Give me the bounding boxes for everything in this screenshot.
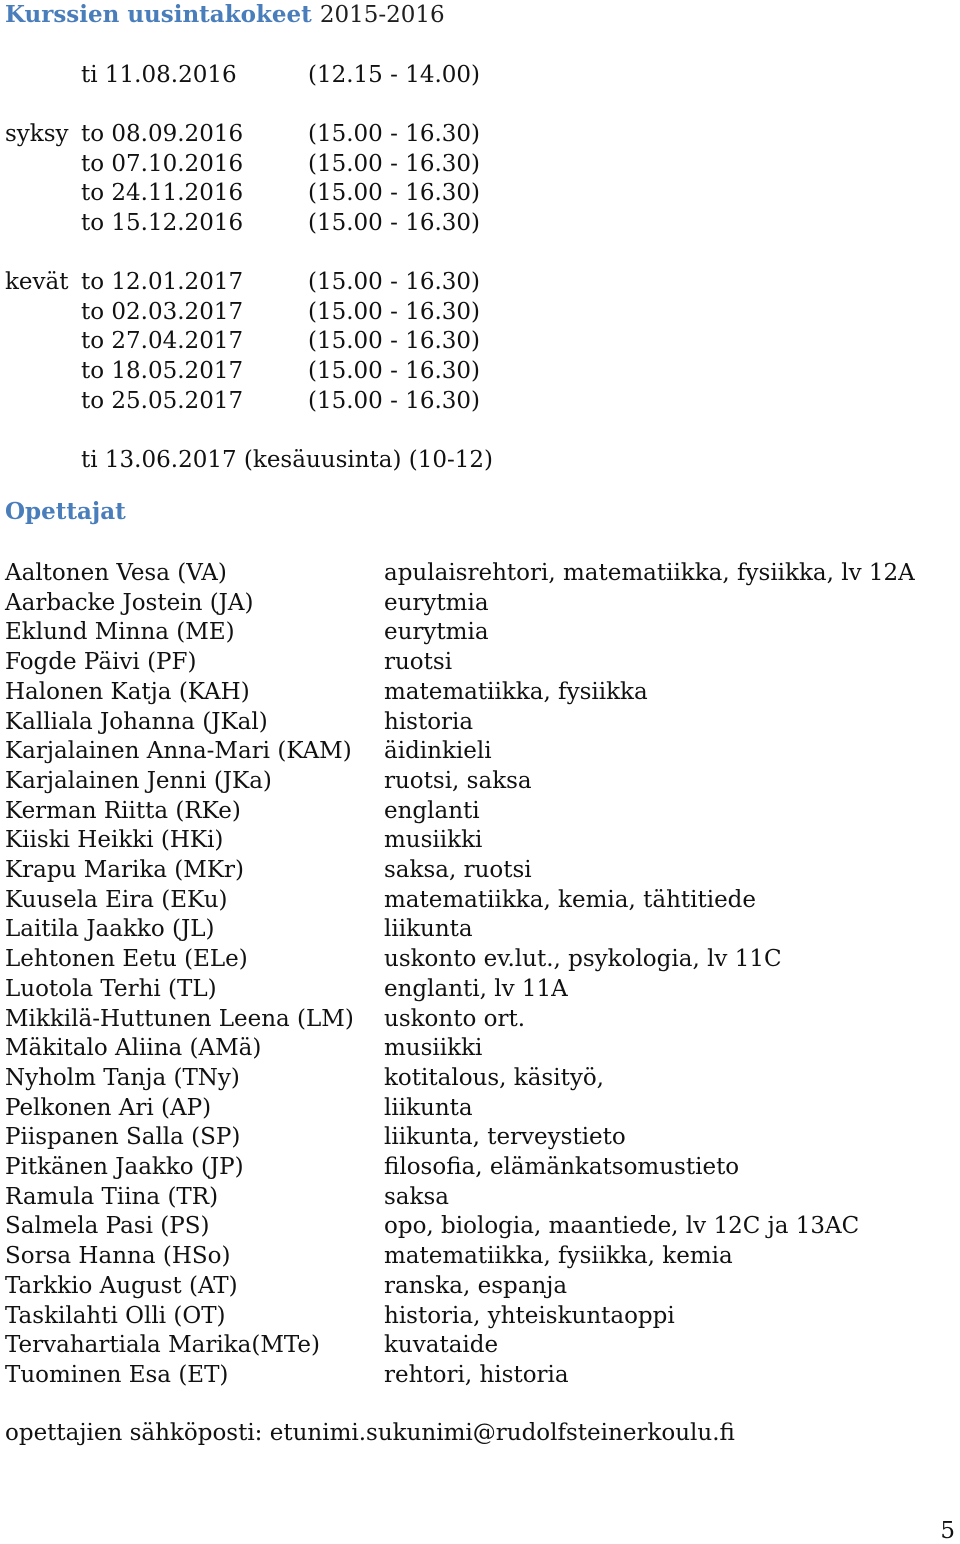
teacher-subjects: ruotsi	[384, 649, 453, 676]
teacher-name: Mäkitalo Aliina (AMä)	[5, 1035, 262, 1062]
schedule-time: (15.00 - 16.30)	[308, 358, 481, 384]
teacher-subjects: saksa, ruotsi	[384, 857, 532, 883]
schedule-row	[5, 178, 805, 208]
teachers-heading: Opettajat	[5, 498, 126, 525]
teacher-name: Kalliala Johanna (JKal)	[5, 708, 268, 735]
teacher-subjects: saksa	[384, 1183, 449, 1210]
teacher-row	[5, 1211, 945, 1241]
teacher-subjects: eurytmia	[384, 589, 489, 616]
teacher-name: Karjalainen Jenni (JKa)	[5, 767, 272, 794]
teacher-subjects: uskonto ort.	[384, 1005, 526, 1032]
teacher-subjects: eurytmia	[384, 619, 489, 646]
teacher-row	[5, 885, 945, 915]
teacher-name: Aaltonen Vesa (VA)	[5, 560, 227, 586]
teacher-row	[5, 1033, 945, 1063]
schedule-row	[5, 119, 805, 149]
schedule-date: to 02.03.2017	[81, 299, 244, 325]
teacher-row	[5, 1004, 945, 1034]
schedule-date: ti 13.06.2017 (kesäuusinta) (10-12)	[81, 447, 494, 473]
teacher-subjects: liikunta	[384, 916, 473, 943]
schedule-term: kevät	[5, 269, 69, 295]
schedule-time: (15.00 - 16.30)	[308, 299, 481, 325]
page-title-text: Kurssien uusintakokeet	[5, 1, 312, 28]
teacher-subjects: historia, yhteiskuntaoppi	[384, 1302, 675, 1329]
schedule-time: (15.00 - 16.30)	[308, 269, 481, 295]
teacher-row	[5, 1152, 945, 1182]
schedule-date: to 07.10.2016	[81, 151, 244, 177]
schedule-date: to 18.05.2017	[81, 358, 244, 384]
teacher-subjects: liikunta	[384, 1094, 473, 1121]
teacher-subjects: kotitalous, käsityö,	[384, 1064, 604, 1091]
schedule-time: (15.00 - 16.30)	[308, 210, 481, 236]
teacher-name: Aarbacke Jostein (JA)	[5, 589, 254, 616]
teacher-name: Fogde Päivi (PF)	[5, 649, 197, 676]
teacher-row	[5, 1122, 945, 1152]
teacher-name: Karjalainen Anna-Mari (KAM)	[5, 738, 352, 765]
schedule-date: to 27.04.2017	[81, 328, 244, 354]
schedule-row	[5, 208, 805, 238]
schedule-time: (15.00 - 16.30)	[308, 328, 481, 354]
teacher-subjects: matematiikka, fysiikka, kemia	[384, 1243, 733, 1270]
teacher-row	[5, 1271, 945, 1301]
teacher-row	[5, 944, 945, 974]
schedule-row	[5, 149, 805, 179]
teacher-name: Lehtonen Eetu (ELe)	[5, 946, 248, 973]
schedule-time: (15.00 - 16.30)	[308, 180, 481, 206]
teacher-subjects: matematiikka, kemia, tähtitiede	[384, 886, 757, 913]
teacher-name: Sorsa Hanna (HSo)	[5, 1243, 231, 1270]
teacher-subjects: liikunta, terveystieto	[384, 1124, 626, 1151]
teacher-name: Nyholm Tanja (TNy)	[5, 1064, 240, 1091]
teacher-row	[5, 647, 945, 677]
teacher-row	[5, 1093, 945, 1123]
teacher-row	[5, 914, 945, 944]
teacher-name: Kiiski Heikki (HKi)	[5, 827, 224, 854]
teacher-name: Pitkänen Jaakko (JP)	[5, 1154, 244, 1180]
teacher-row	[5, 1182, 945, 1212]
teacher-row	[5, 974, 945, 1004]
email-note: opettajien sähköposti: etunimi.sukunimi@rudolfsteinerkoulu.fi	[5, 1420, 735, 1446]
schedule-date: to 25.05.2017	[81, 388, 244, 414]
schedule-time: (15.00 - 16.30)	[308, 151, 481, 177]
teacher-subjects: musiikki	[384, 1035, 483, 1062]
teacher-name: Tuominen Esa (ET)	[5, 1361, 229, 1388]
teacher-subjects: matematiikka, fysiikka	[384, 678, 648, 705]
teacher-row	[5, 1360, 945, 1390]
teacher-name: Tervahartiala Marika(MTe)	[5, 1332, 321, 1359]
schedule-date: to 12.01.2017	[81, 269, 244, 295]
schedule-row	[5, 267, 805, 297]
teacher-row	[5, 825, 945, 855]
schedule-date: to 08.09.2016	[81, 121, 244, 147]
teacher-row	[5, 1330, 945, 1360]
teacher-row	[5, 1063, 945, 1093]
teacher-subjects: historia	[384, 708, 474, 735]
teacher-name: Kerman Riitta (RKe)	[5, 797, 241, 824]
schedule-row	[5, 356, 805, 386]
teacher-name: Luotola Terhi (TL)	[5, 975, 217, 1002]
teacher-name: Mikkilä-Huttunen Leena (LM)	[5, 1005, 354, 1032]
schedule-date: to 24.11.2016	[81, 180, 244, 206]
teacher-name: Pelkonen Ari (AP)	[5, 1094, 212, 1121]
teacher-row	[5, 617, 945, 647]
teacher-row	[5, 677, 945, 707]
teacher-subjects: ranska, espanja	[384, 1272, 568, 1299]
schedule-row	[5, 386, 805, 416]
schedule-time: (15.00 - 16.30)	[308, 121, 481, 147]
teacher-row	[5, 855, 945, 885]
teacher-subjects: opo, biologia, maantiede, lv 12C ja 13AC	[384, 1213, 860, 1240]
schedule-time: (15.00 - 16.30)	[308, 388, 481, 414]
schedule-row	[5, 60, 805, 90]
teacher-name: Piispanen Salla (SP)	[5, 1124, 241, 1151]
teacher-name: Tarkkio August (AT)	[5, 1272, 238, 1299]
teacher-row	[5, 796, 945, 826]
teacher-name: Eklund Minna (ME)	[5, 619, 235, 646]
schedule-time: (12.15 - 14.00)	[308, 62, 481, 88]
teacher-name: Ramula Tiina (TR)	[5, 1183, 219, 1210]
teacher-name: Kuusela Eira (EKu)	[5, 886, 228, 913]
teacher-row	[5, 588, 945, 618]
teacher-subjects: kuvataide	[384, 1332, 499, 1359]
teacher-row	[5, 1301, 945, 1331]
schedule-row	[5, 297, 805, 327]
schedule-date: to 15.12.2016	[81, 210, 244, 236]
teacher-subjects: englanti, lv 11A	[384, 975, 568, 1002]
teacher-subjects: rehtori, historia	[384, 1361, 569, 1388]
schedule-date: ti 11.08.2016	[81, 62, 237, 88]
teacher-name: Halonen Katja (KAH)	[5, 678, 250, 705]
teacher-subjects: uskonto ev.lut., psykologia, lv 11C	[384, 946, 782, 973]
schedule-row	[5, 326, 805, 356]
teacher-subjects: musiikki	[384, 827, 483, 854]
page-title	[5, 0, 445, 30]
page-number: 5	[940, 1518, 955, 1544]
teacher-row	[5, 766, 945, 796]
teacher-name: Laitila Jaakko (JL)	[5, 916, 215, 943]
teacher-row	[5, 558, 945, 588]
teacher-subjects: filosofia, elämänkatsomustieto	[384, 1154, 740, 1180]
teacher-name: Salmela Pasi (PS)	[5, 1213, 210, 1240]
teacher-row	[5, 707, 945, 737]
teacher-subjects: ruotsi, saksa	[384, 767, 532, 794]
page-title-years: 2015-2016	[319, 2, 445, 28]
teacher-name: Taskilahti Olli (OT)	[5, 1302, 226, 1329]
teacher-row	[5, 1241, 945, 1271]
teacher-row	[5, 736, 945, 766]
teacher-name: Krapu Marika (MKr)	[5, 857, 244, 883]
teacher-subjects: apulaisrehtori, matematiikka, fysiikka, lv 12A	[384, 560, 915, 586]
schedule-row	[5, 445, 805, 475]
teacher-subjects: äidinkieli	[384, 738, 492, 765]
schedule-term: syksy	[5, 121, 69, 147]
teacher-subjects: englanti	[384, 797, 480, 824]
